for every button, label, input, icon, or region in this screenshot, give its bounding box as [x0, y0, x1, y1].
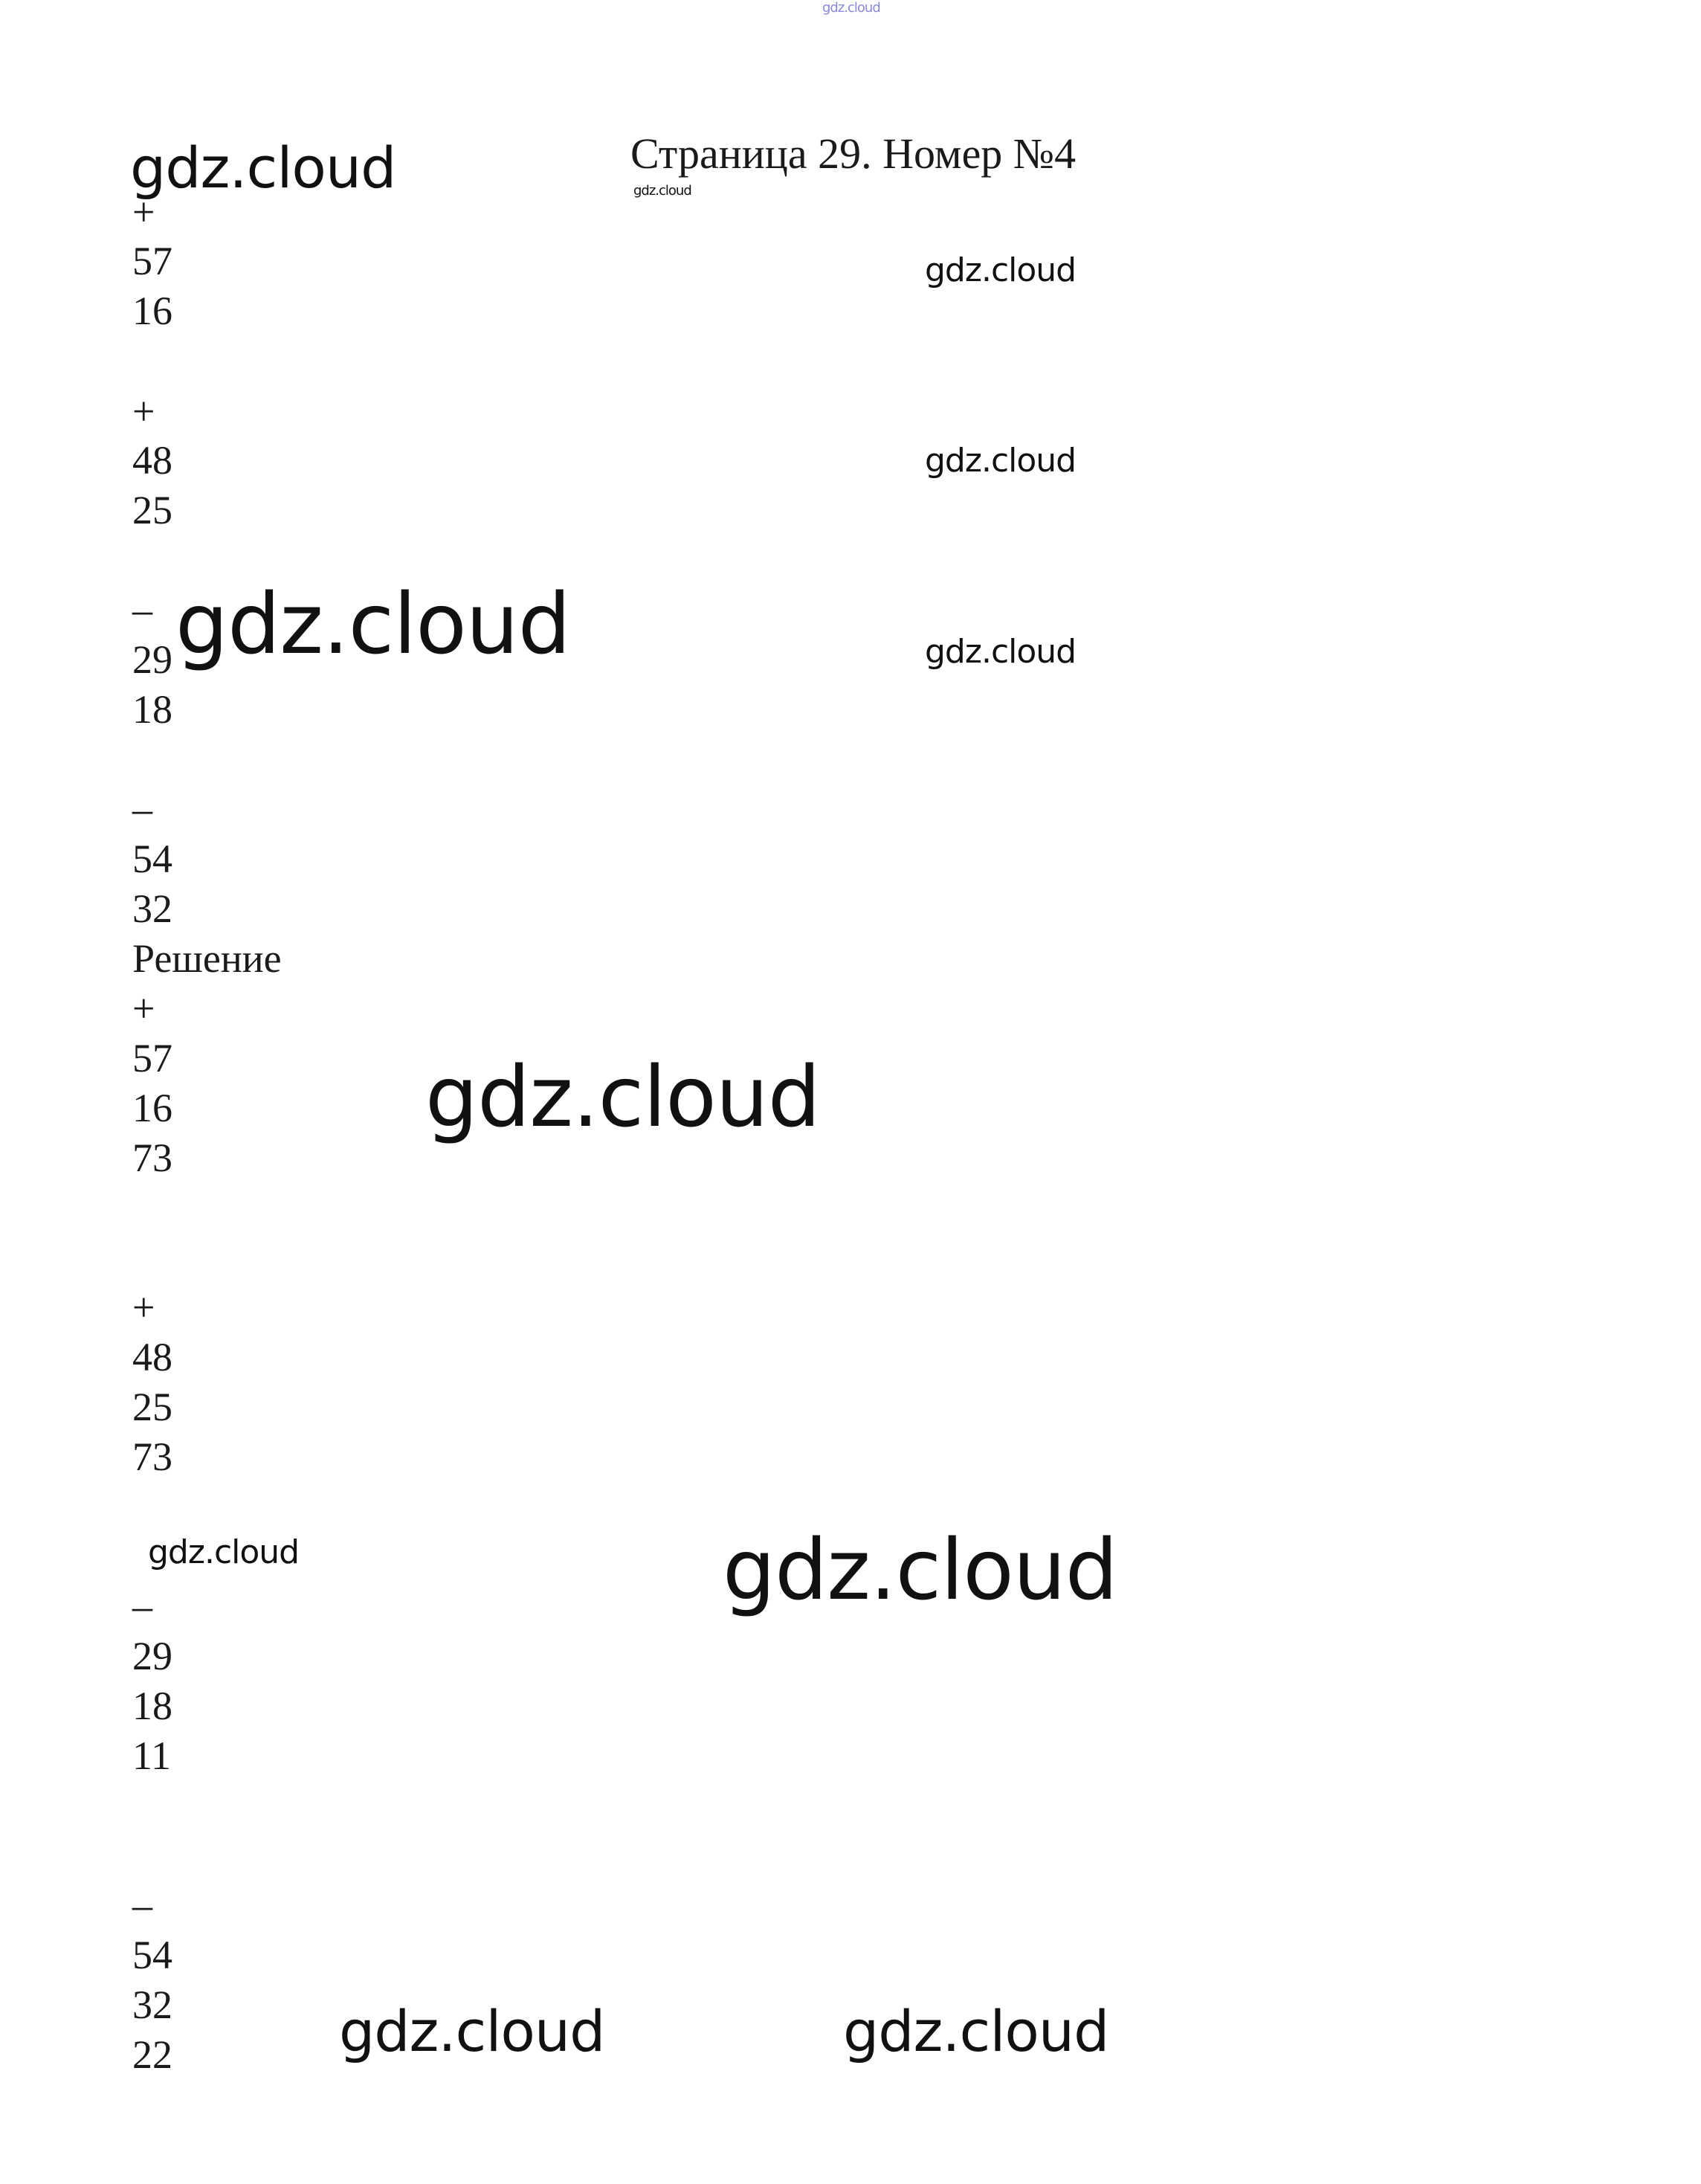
solution-2-result: 73 [132, 1434, 172, 1479]
watermark-bottom-left: gdz.cloud [339, 1998, 605, 2064]
solution-2-operand-a: 48 [132, 1335, 172, 1379]
solution-3-operator: – [132, 1584, 152, 1629]
watermark-top: gdz.cloud [822, 0, 880, 16]
watermark-bottom-right: gdz.cloud [843, 1998, 1109, 2064]
problem-3-operand-b: 18 [132, 687, 172, 732]
watermark-left: gdz.cloud [148, 1533, 300, 1571]
watermark-large-3: gdz.cloud [723, 1522, 1117, 1619]
solution-4-operator: – [132, 1883, 152, 1927]
watermark-right-2: gdz.cloud [925, 442, 1077, 480]
watermark-header: gdz.cloud [130, 135, 396, 201]
problem-3-operand-a: 29 [132, 637, 172, 682]
solution-1-operand-b: 16 [132, 1086, 172, 1130]
watermark-tiny: gdz.cloud [633, 183, 691, 199]
problem-4-operand-b: 32 [132, 886, 172, 931]
watermark-large-2: gdz.cloud [425, 1049, 820, 1146]
problem-1-operand-a: 57 [132, 239, 172, 283]
solution-3-operand-b: 18 [132, 1684, 172, 1728]
solution-3-operand-a: 29 [132, 1634, 172, 1678]
watermark-large-1: gdz.cloud [175, 576, 570, 673]
solution-4-operand-a: 54 [132, 1933, 172, 1977]
problem-4-operand-a: 54 [132, 837, 172, 881]
problem-3-operator: – [132, 587, 152, 632]
problem-2-operator: + [132, 389, 155, 434]
solution-4-operand-b: 32 [132, 1982, 172, 2027]
problem-1-operand-b: 16 [132, 289, 172, 333]
solution-2-operator: + [132, 1285, 155, 1330]
solution-4-result: 22 [132, 2032, 172, 2077]
solution-1-operator: + [132, 986, 155, 1031]
watermark-right-1: gdz.cloud [925, 251, 1077, 289]
problem-2-operand-b: 25 [132, 488, 172, 532]
problem-4-operator: – [132, 787, 152, 831]
problem-1-operator: + [132, 190, 155, 234]
solution-1-result: 73 [132, 1136, 172, 1180]
watermark-right-3: gdz.cloud [925, 633, 1077, 671]
problem-2-operand-a: 48 [132, 438, 172, 483]
page-title: Страница 29. Номер №4 [630, 129, 1077, 178]
solution-3-result: 11 [132, 1733, 171, 1778]
solution-2-operand-b: 25 [132, 1385, 172, 1429]
solution-heading: Решение [132, 936, 282, 981]
solution-1-operand-a: 57 [132, 1036, 172, 1080]
